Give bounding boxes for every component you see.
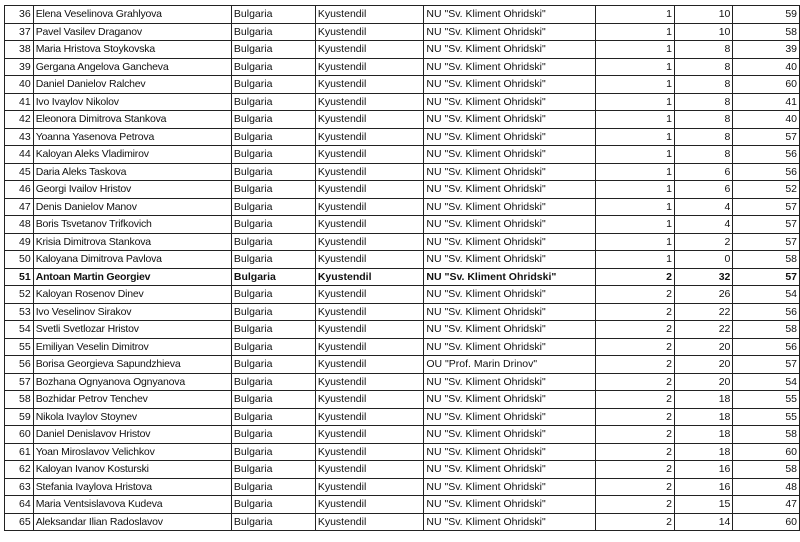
score: 4: [674, 198, 732, 216]
town: Kyustendil: [315, 198, 424, 216]
row-number: 44: [5, 146, 34, 164]
school: NU "Sv. Kliment Ohridski": [424, 443, 596, 461]
table-row: [5, 496, 800, 514]
last-value: 47: [733, 496, 800, 514]
grade: 2: [596, 461, 675, 479]
country: Bulgaria: [231, 6, 315, 24]
country: Bulgaria: [231, 356, 315, 374]
town: Kyustendil: [315, 461, 424, 479]
row-number: 37: [5, 23, 34, 41]
grade: 1: [596, 128, 675, 146]
participant-name: Maria Hristova Stoykovska: [33, 41, 231, 59]
grade: 1: [596, 163, 675, 181]
grade: 2: [596, 443, 675, 461]
row-number: 39: [5, 58, 34, 76]
school: NU "Sv. Kliment Ohridski": [424, 216, 596, 234]
score: 10: [674, 23, 732, 41]
score: 16: [674, 478, 732, 496]
participant-name: Daniel Denislavov Hristov: [33, 426, 231, 444]
last-value: 56: [733, 146, 800, 164]
grade: 1: [596, 41, 675, 59]
row-number: 38: [5, 41, 34, 59]
country: Bulgaria: [231, 181, 315, 199]
score: 8: [674, 41, 732, 59]
country: Bulgaria: [231, 268, 315, 286]
table-row: [5, 198, 800, 216]
participant-name: Nikola Ivaylov Stoynev: [33, 408, 231, 426]
row-number: 41: [5, 93, 34, 111]
town: Kyustendil: [315, 111, 424, 129]
grade: 1: [596, 251, 675, 269]
last-value: 57: [733, 356, 800, 374]
town: Kyustendil: [315, 23, 424, 41]
school: NU "Sv. Kliment Ohridski": [424, 408, 596, 426]
score: 22: [674, 321, 732, 339]
last-value: 57: [733, 128, 800, 146]
grade: 2: [596, 478, 675, 496]
last-value: 60: [733, 443, 800, 461]
row-number: 58: [5, 391, 34, 409]
row-number: 56: [5, 356, 34, 374]
town: Kyustendil: [315, 163, 424, 181]
town: Kyustendil: [315, 443, 424, 461]
school: NU "Sv. Kliment Ohridski": [424, 146, 596, 164]
town: Kyustendil: [315, 216, 424, 234]
country: Bulgaria: [231, 58, 315, 76]
country: Bulgaria: [231, 513, 315, 531]
score: 4: [674, 216, 732, 234]
score: 16: [674, 461, 732, 479]
table-row: [5, 356, 800, 374]
town: Kyustendil: [315, 233, 424, 251]
last-value: 55: [733, 391, 800, 409]
country: Bulgaria: [231, 443, 315, 461]
school: NU "Sv. Kliment Ohridski": [424, 111, 596, 129]
row-number: 57: [5, 373, 34, 391]
table-row: [5, 163, 800, 181]
school: NU "Sv. Kliment Ohridski": [424, 76, 596, 94]
participant-name: Elena Veselinova Grahlyova: [33, 6, 231, 24]
country: Bulgaria: [231, 128, 315, 146]
table-row: [5, 286, 800, 304]
score: 20: [674, 338, 732, 356]
grade: 2: [596, 513, 675, 531]
town: Kyustendil: [315, 181, 424, 199]
results-table: [4, 5, 800, 531]
participant-name: Kaloyan Ivanov Kosturski: [33, 461, 231, 479]
score: 18: [674, 408, 732, 426]
row-number: 62: [5, 461, 34, 479]
participant-name: Kaloyan Rosenov Dinev: [33, 286, 231, 304]
score: 0: [674, 251, 732, 269]
participant-name: Gergana Angelova Gancheva: [33, 58, 231, 76]
town: Kyustendil: [315, 93, 424, 111]
score: 8: [674, 58, 732, 76]
school: NU "Sv. Kliment Ohridski": [424, 461, 596, 479]
last-value: 57: [733, 233, 800, 251]
row-number: 48: [5, 216, 34, 234]
town: Kyustendil: [315, 496, 424, 514]
row-number: 49: [5, 233, 34, 251]
table-row: [5, 321, 800, 339]
country: Bulgaria: [231, 233, 315, 251]
country: Bulgaria: [231, 23, 315, 41]
table-body: [5, 6, 800, 531]
last-value: 58: [733, 251, 800, 269]
school: NU "Sv. Kliment Ohridski": [424, 478, 596, 496]
participant-name: Daria Aleks Taskova: [33, 163, 231, 181]
row-number: 46: [5, 181, 34, 199]
participant-name: Denis Danielov Manov: [33, 198, 231, 216]
school: NU "Sv. Kliment Ohridski": [424, 181, 596, 199]
participant-name: Stefania Ivaylova Hristova: [33, 478, 231, 496]
participant-name: Kaloyan Aleks Vladimirov: [33, 146, 231, 164]
school: NU "Sv. Kliment Ohridski": [424, 286, 596, 304]
town: Kyustendil: [315, 58, 424, 76]
town: Kyustendil: [315, 513, 424, 531]
last-value: 54: [733, 373, 800, 391]
participant-name: Emiliyan Veselin Dimitrov: [33, 338, 231, 356]
country: Bulgaria: [231, 146, 315, 164]
row-number: 45: [5, 163, 34, 181]
grade: 1: [596, 6, 675, 24]
table-row: [5, 461, 800, 479]
last-value: 60: [733, 76, 800, 94]
grade: 2: [596, 356, 675, 374]
participant-name: Yoan Miroslavov Velichkov: [33, 443, 231, 461]
school: NU "Sv. Kliment Ohridski": [424, 58, 596, 76]
last-value: 58: [733, 426, 800, 444]
row-number: 61: [5, 443, 34, 461]
table-row: [5, 93, 800, 111]
table-row: [5, 58, 800, 76]
country: Bulgaria: [231, 321, 315, 339]
town: Kyustendil: [315, 268, 424, 286]
score: 10: [674, 6, 732, 24]
grade: 2: [596, 373, 675, 391]
country: Bulgaria: [231, 338, 315, 356]
school: NU "Sv. Kliment Ohridski": [424, 373, 596, 391]
table-row: [5, 338, 800, 356]
table-row: [5, 408, 800, 426]
grade: 1: [596, 233, 675, 251]
school: NU "Sv. Kliment Ohridski": [424, 6, 596, 24]
last-value: 58: [733, 321, 800, 339]
score: 14: [674, 513, 732, 531]
row-number: 54: [5, 321, 34, 339]
grade: 1: [596, 76, 675, 94]
grade: 1: [596, 146, 675, 164]
row-number: 63: [5, 478, 34, 496]
town: Kyustendil: [315, 356, 424, 374]
table-row: [5, 111, 800, 129]
town: Kyustendil: [315, 321, 424, 339]
table-row: [5, 443, 800, 461]
country: Bulgaria: [231, 251, 315, 269]
town: Kyustendil: [315, 286, 424, 304]
country: Bulgaria: [231, 93, 315, 111]
participant-name: Bozhidar Petrov Tenchev: [33, 391, 231, 409]
participant-name: Kaloyana Dimitrova Pavlova: [33, 251, 231, 269]
school: NU "Sv. Kliment Ohridski": [424, 198, 596, 216]
score: 18: [674, 443, 732, 461]
country: Bulgaria: [231, 286, 315, 304]
school: NU "Sv. Kliment Ohridski": [424, 303, 596, 321]
table-row: [5, 233, 800, 251]
school: NU "Sv. Kliment Ohridski": [424, 268, 596, 286]
school: NU "Sv. Kliment Ohridski": [424, 93, 596, 111]
country: Bulgaria: [231, 373, 315, 391]
participant-name: Boris Tsvetanov Trifkovich: [33, 216, 231, 234]
last-value: 58: [733, 23, 800, 41]
row-number: 36: [5, 6, 34, 24]
score: 18: [674, 426, 732, 444]
last-value: 56: [733, 163, 800, 181]
row-number: 40: [5, 76, 34, 94]
score: 8: [674, 76, 732, 94]
score: 26: [674, 286, 732, 304]
participant-name: Aleksandar Ilian Radoslavov: [33, 513, 231, 531]
country: Bulgaria: [231, 478, 315, 496]
town: Kyustendil: [315, 6, 424, 24]
last-value: 57: [733, 268, 800, 286]
school: NU "Sv. Kliment Ohridski": [424, 128, 596, 146]
participant-name: Eleonora Dimitrova Stankova: [33, 111, 231, 129]
last-value: 48: [733, 478, 800, 496]
town: Kyustendil: [315, 478, 424, 496]
town: Kyustendil: [315, 303, 424, 321]
last-value: 56: [733, 338, 800, 356]
participant-name: Borisa Georgieva Sapundzhieva: [33, 356, 231, 374]
row-number: 65: [5, 513, 34, 531]
grade: 1: [596, 23, 675, 41]
score: 8: [674, 93, 732, 111]
row-number: 60: [5, 426, 34, 444]
score: 8: [674, 111, 732, 129]
participant-name: Ivo Veselinov Sirakov: [33, 303, 231, 321]
row-number: 55: [5, 338, 34, 356]
country: Bulgaria: [231, 496, 315, 514]
table-row: [5, 76, 800, 94]
table-row: [5, 268, 800, 286]
last-value: 57: [733, 198, 800, 216]
table-row: [5, 216, 800, 234]
school: NU "Sv. Kliment Ohridski": [424, 338, 596, 356]
town: Kyustendil: [315, 41, 424, 59]
last-value: 58: [733, 461, 800, 479]
grade: 1: [596, 198, 675, 216]
row-number: 52: [5, 286, 34, 304]
row-number: 50: [5, 251, 34, 269]
town: Kyustendil: [315, 426, 424, 444]
row-number: 64: [5, 496, 34, 514]
table-row: [5, 391, 800, 409]
country: Bulgaria: [231, 41, 315, 59]
score: 20: [674, 356, 732, 374]
town: Kyustendil: [315, 391, 424, 409]
row-number: 53: [5, 303, 34, 321]
country: Bulgaria: [231, 216, 315, 234]
score: 6: [674, 181, 732, 199]
school: NU "Sv. Kliment Ohridski": [424, 321, 596, 339]
town: Kyustendil: [315, 76, 424, 94]
table-row: [5, 128, 800, 146]
participant-name: Krisia Dimitrova Stankova: [33, 233, 231, 251]
school: NU "Sv. Kliment Ohridski": [424, 391, 596, 409]
table-row: [5, 23, 800, 41]
school: NU "Sv. Kliment Ohridski": [424, 23, 596, 41]
participant-name: Yoanna Yasenova Petrova: [33, 128, 231, 146]
table-row: [5, 6, 800, 24]
country: Bulgaria: [231, 426, 315, 444]
participant-name: Maria Ventsislavova Kudeva: [33, 496, 231, 514]
school: NU "Sv. Kliment Ohridski": [424, 251, 596, 269]
participant-name: Antoan Martin Georgiev: [33, 268, 231, 286]
grade: 2: [596, 496, 675, 514]
last-value: 55: [733, 408, 800, 426]
country: Bulgaria: [231, 163, 315, 181]
score: 2: [674, 233, 732, 251]
row-number: 42: [5, 111, 34, 129]
town: Kyustendil: [315, 251, 424, 269]
town: Kyustendil: [315, 128, 424, 146]
country: Bulgaria: [231, 111, 315, 129]
table-row: [5, 146, 800, 164]
participant-name: Svetli Svetlozar Hristov: [33, 321, 231, 339]
score: 15: [674, 496, 732, 514]
score: 6: [674, 163, 732, 181]
grade: 1: [596, 111, 675, 129]
town: Kyustendil: [315, 338, 424, 356]
last-value: 41: [733, 93, 800, 111]
participant-name: Ivo Ivaylov Nikolov: [33, 93, 231, 111]
grade: 2: [596, 303, 675, 321]
table-row: [5, 181, 800, 199]
row-number: 51: [5, 268, 34, 286]
grade: 2: [596, 286, 675, 304]
country: Bulgaria: [231, 303, 315, 321]
table-row: [5, 303, 800, 321]
row-number: 47: [5, 198, 34, 216]
grade: 2: [596, 426, 675, 444]
participant-name: Bozhana Ognyanova Ognyanova: [33, 373, 231, 391]
table-row: [5, 373, 800, 391]
score: 22: [674, 303, 732, 321]
country: Bulgaria: [231, 408, 315, 426]
school: NU "Sv. Kliment Ohridski": [424, 496, 596, 514]
participant-name: Daniel Danielov Ralchev: [33, 76, 231, 94]
table-row: [5, 478, 800, 496]
country: Bulgaria: [231, 198, 315, 216]
school: OU "Prof. Marin Drinov": [424, 356, 596, 374]
score: 8: [674, 128, 732, 146]
town: Kyustendil: [315, 408, 424, 426]
grade: 2: [596, 338, 675, 356]
grade: 1: [596, 58, 675, 76]
grade: 2: [596, 391, 675, 409]
town: Kyustendil: [315, 146, 424, 164]
participant-name: Pavel Vasilev Draganov: [33, 23, 231, 41]
town: Kyustendil: [315, 373, 424, 391]
score: 18: [674, 391, 732, 409]
last-value: 57: [733, 216, 800, 234]
row-number: 59: [5, 408, 34, 426]
last-value: 39: [733, 41, 800, 59]
last-value: 52: [733, 181, 800, 199]
score: 32: [674, 268, 732, 286]
grade: 2: [596, 408, 675, 426]
country: Bulgaria: [231, 76, 315, 94]
school: NU "Sv. Kliment Ohridski": [424, 426, 596, 444]
score: 20: [674, 373, 732, 391]
school: NU "Sv. Kliment Ohridski": [424, 233, 596, 251]
grade: 2: [596, 321, 675, 339]
score: 8: [674, 146, 732, 164]
table-row: [5, 41, 800, 59]
last-value: 54: [733, 286, 800, 304]
last-value: 40: [733, 111, 800, 129]
grade: 1: [596, 93, 675, 111]
school: NU "Sv. Kliment Ohridski": [424, 41, 596, 59]
grade: 1: [596, 216, 675, 234]
table-row: [5, 513, 800, 531]
school: NU "Sv. Kliment Ohridski": [424, 163, 596, 181]
last-value: 40: [733, 58, 800, 76]
country: Bulgaria: [231, 461, 315, 479]
last-value: 60: [733, 513, 800, 531]
grade: 1: [596, 181, 675, 199]
table-row: [5, 426, 800, 444]
school: NU "Sv. Kliment Ohridski": [424, 513, 596, 531]
country: Bulgaria: [231, 391, 315, 409]
participant-name: Georgi Ivailov Hristov: [33, 181, 231, 199]
table-row: [5, 251, 800, 269]
grade: 2: [596, 268, 675, 286]
last-value: 59: [733, 6, 800, 24]
last-value: 56: [733, 303, 800, 321]
row-number: 43: [5, 128, 34, 146]
